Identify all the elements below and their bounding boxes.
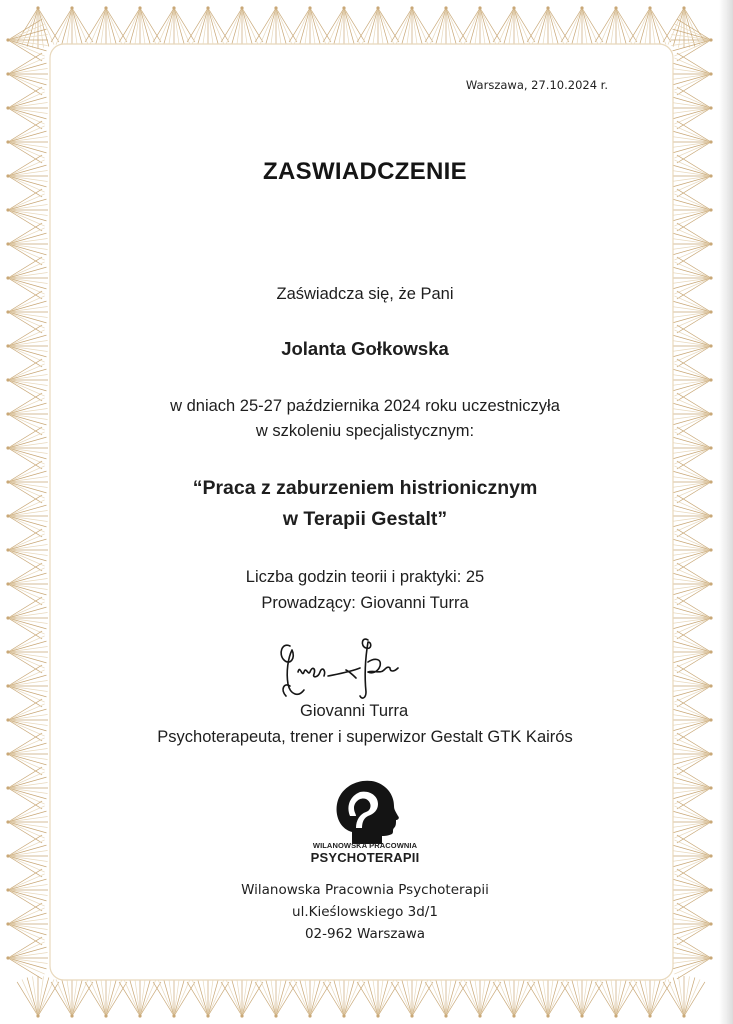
logo-text-bottom: PSYCHOTERAPII (310, 850, 420, 865)
logo-text-top: WILANOWSKA PRACOWNIA (312, 841, 418, 850)
intro-text: Zaświadcza się, że Pani (276, 285, 454, 303)
recipient-name: Jolanta Gołkowska (281, 338, 449, 359)
signatory-role: Psychoterapeuta, trener i superwizor Gestalt GTK Kairós (157, 728, 573, 746)
issue-date: Warszawa, 27.10.2024 r. (465, 78, 608, 92)
hours-text: Liczba godzin teorii i praktyki: 25 (245, 568, 485, 586)
organization-city: 02-962 Warszawa (304, 926, 426, 942)
signatory-name: Giovanni Turra (300, 702, 409, 720)
course-title-line-2: w Terapii Gestalt” (282, 508, 448, 530)
organization-name: Wilanowska Pracownia Psychoterapii (241, 882, 489, 898)
course-title-line-1: “Praca z zaburzeniem histrionicznym (192, 477, 538, 499)
participation-text-2: w szkoleniu specjalistycznym: (255, 422, 475, 440)
participation-text-1: w dniach 25-27 października 2024 roku uczestniczyła (170, 397, 560, 415)
organization-street: ul.Kieślowskiego 3d/1 (292, 904, 438, 920)
page-edge-shadow (719, 0, 733, 1024)
certificate-title: ZASWIADCZENIE (263, 158, 467, 185)
certificate-content (60, 52, 670, 970)
handwritten-signature (276, 632, 416, 706)
trainer-text: Prowadzący: Giovanni Turra (261, 594, 469, 612)
